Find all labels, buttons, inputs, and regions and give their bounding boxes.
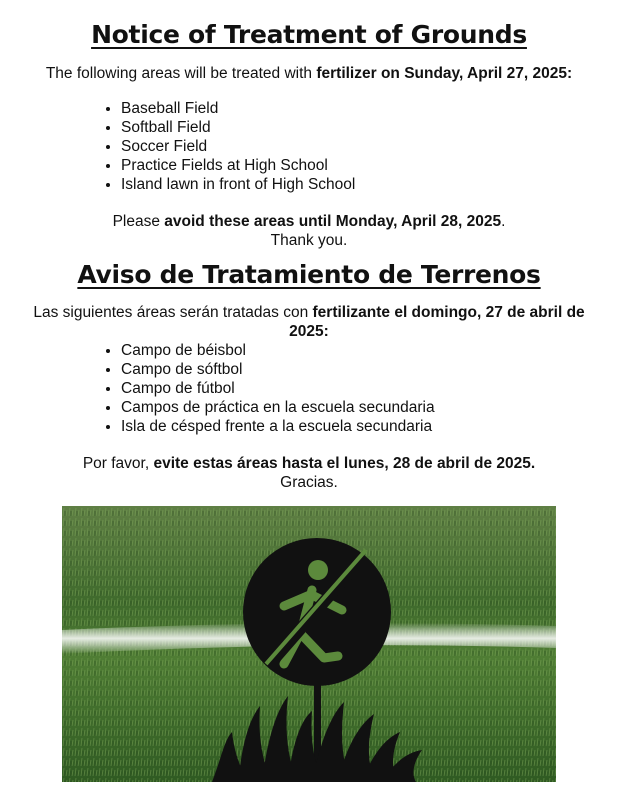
english-intro-bold: fertilizer on Sunday, April 27, 2025: xyxy=(316,65,573,82)
english-avoid-end: . xyxy=(501,213,506,230)
list-item: • Campo de béisbol xyxy=(121,341,435,360)
spanish-avoid-text: Por favor, xyxy=(82,455,154,472)
spanish-intro-text: Las siguientes áreas serán tratadas con xyxy=(33,304,313,321)
grass-photo xyxy=(62,506,556,782)
spanish-avoid-bold: evite estas áreas hasta el lunes, 28 de abril de 2025. xyxy=(153,455,536,472)
english-title: Notice of Treatment of Grounds xyxy=(91,20,527,49)
list-item: • Softball Field xyxy=(121,118,355,137)
spanish-avoid-notice xyxy=(14,454,604,473)
list-item: • Campo de fútbol xyxy=(121,379,435,398)
list-item: • Isla de césped frente a la escuela secundaria xyxy=(121,417,435,436)
english-intro-text: The following areas will be treated with xyxy=(45,65,317,82)
spanish-intro-bold: fertilizante el domingo, 27 de abril de 2025: xyxy=(289,304,585,340)
spanish-area-list xyxy=(102,341,435,436)
english-avoid-notice xyxy=(14,212,604,231)
spanish-intro xyxy=(14,303,604,341)
spanish-thanks: Gracias. xyxy=(280,474,338,491)
list-item: • Island lawn in front of High School xyxy=(121,175,355,194)
english-avoid-bold: avoid these areas until Monday, April 28, 2025 xyxy=(164,213,502,230)
list-item: • Campo de sóftbol xyxy=(121,360,435,379)
list-item: • Campos de práctica en la escuela secundaria xyxy=(121,398,435,417)
list-item: • Soccer Field xyxy=(121,137,355,156)
english-intro xyxy=(14,64,604,83)
english-area-list xyxy=(102,99,355,194)
spanish-title: Aviso de Tratamiento de Terrenos xyxy=(77,260,541,289)
list-item: • Baseball Field xyxy=(121,99,355,118)
list-item: • Practice Fields at High School xyxy=(121,156,355,175)
english-thanks: Thank you. xyxy=(270,232,348,249)
english-avoid-text: Please xyxy=(112,213,165,230)
grass-photo-graphic xyxy=(62,506,556,782)
